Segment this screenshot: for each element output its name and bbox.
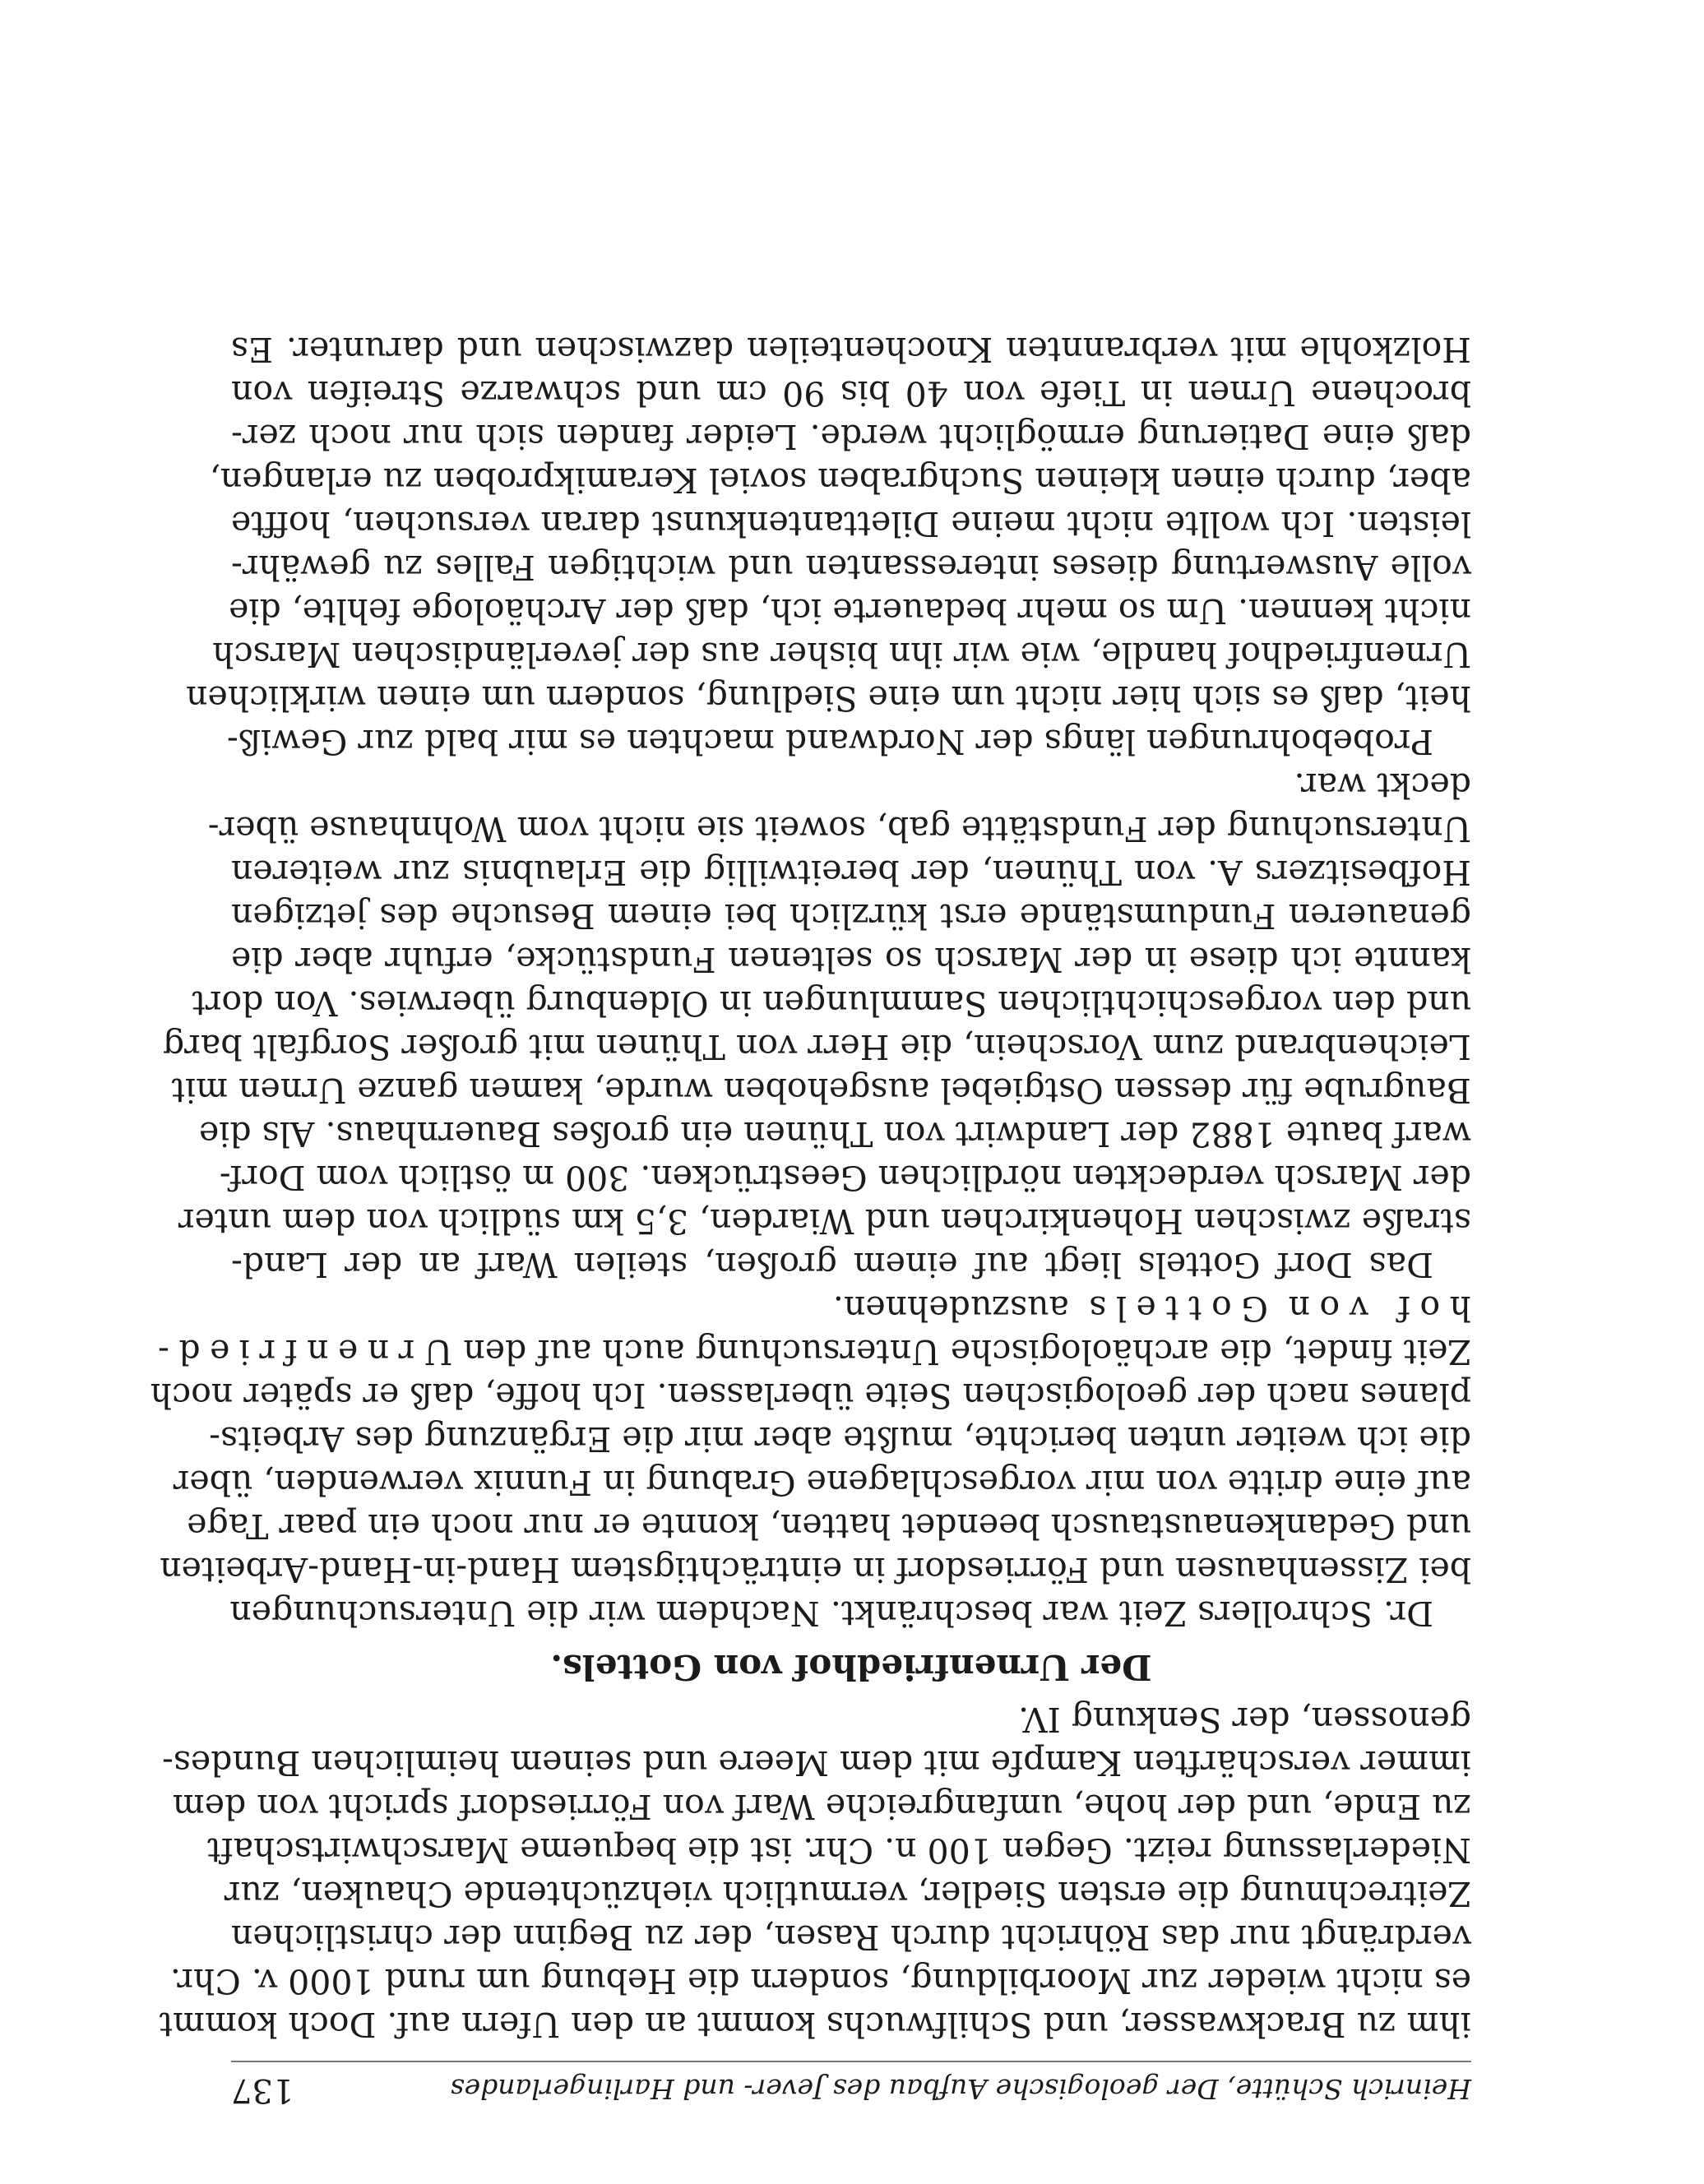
text-run: auszudehnen.: [832, 1289, 1069, 1328]
text-line: aber, durch einen kleinen Suchgraben soviel Keramikproben zu erlangen,: [209, 460, 1471, 500]
text-line: zu Ende, und der hohe, umfangreiche Warf von Förriesdorf spricht von dem: [172, 1787, 1471, 1826]
text-line: Das Dorf Gottels liegt auf einem großen, steilen Warf an der Land-: [231, 1245, 1433, 1284]
text-line: daß eine Datierung ermöglicht werde. Leider fanden sich nur noch zer-: [231, 417, 1471, 456]
text-line: auf eine dritte von mir vorgeschlagene Grabung in Funnix verwenden, über: [173, 1463, 1471, 1502]
text-line: [231, 1286, 1471, 1330]
text-line: Zeitrechnung die ersten Siedler, vermutlich viehzüchtende Chauken, zur: [224, 1874, 1471, 1913]
text-line: genossen, der Senkung IV.: [1018, 1700, 1471, 1739]
paragraph-4: [186, 327, 1471, 763]
running-head-title: Heinrich Schütte, Der geologische Aufbau des Jever- und Harlingerlandes: [450, 2073, 1471, 2105]
text-line: brochene Urnen in Tiefe von 40 bis 90 cm und schwarze Streifen von: [231, 373, 1471, 413]
text-line: kannte ich diese in der Marsch so seltenen Fundstücke, erfuhr aber die: [231, 940, 1471, 979]
running-head: [231, 2061, 1471, 2108]
text-line: leisten. Ich wollte nicht meine Dilettantenkunst daran versuchen, hoffte: [231, 504, 1471, 544]
text-line: planes nach der geologischen Seite überlassen. Ich hoffe, daß er später noch: [150, 1376, 1471, 1415]
paragraph-2: [148, 1286, 1471, 1635]
text-line: immer verschärften Kampfe mit dem Meere und seinem heimlichen Bundes-: [162, 1743, 1471, 1783]
page-number: 137: [231, 2071, 294, 2109]
spaced-term: Gottels: [1079, 1289, 1269, 1328]
paragraph-1: [159, 1697, 1471, 2046]
text-line: Baugrube für dessen Ostgiebel ausgehoben wurde, kamen ganze Urnen mit: [171, 1071, 1471, 1110]
text-line: straße zwischen Hohenkirchen und Wiarden, 3,5 km südlich von dem unter: [178, 1201, 1471, 1241]
text-line: ihm zu Brackwasser, und Schilfwuchs kommt an den Ufern auf. Doch kommt: [159, 2005, 1471, 2044]
text-line: volle Auswertung dieses interessanten und wichtigen Falles zu gewähr-: [231, 548, 1471, 587]
text-line: Probebohrungen längs der Nordwand machten es mir bald zur Gewiß-: [226, 722, 1433, 761]
text-line: Holzkohle mit verbrannten Knochenteilen dazwischen und darunter. Es: [231, 330, 1471, 369]
text-line: bei Zissenhausen und Förriesdorf in einträchtigstem Hand-in-Hand-Arbeiten: [160, 1550, 1471, 1589]
text-line: die ich weiter unten berichte, mußte aber mir die Ergänzung des Arbeits-: [209, 1419, 1471, 1459]
text-line: Leichenbrand zum Vorschein, die Herr von Thünen mit großer Sorgfalt barg: [162, 1027, 1471, 1067]
section-heading: Der Urnenfriedhof von Gottels.: [550, 1647, 1152, 1687]
text-line: verdrängt nur das Röhricht durch Rasen, der zu Beginn der christlichen: [231, 1918, 1471, 1957]
text-line: und Gedankenaustausch beendet hatten, konnte er nur noch ein paar Tage: [187, 1506, 1471, 1546]
spaced-term: hof von: [1279, 1289, 1471, 1328]
text-line: warf baute 1882 der Landwirt von Thünen ein großes Bauernhaus. Als die: [198, 1114, 1471, 1154]
text-line: Urnenfriedhof handle, wie wir ihn bisher aus der jeverländischen Marsch: [212, 635, 1471, 674]
text-line: genaueren Fundumstände erst kürzlich bei einem Besuche des jetzigen: [231, 896, 1471, 936]
text-line: Niederlassung reizt. Gegen 100 n. Chr. ist die bequeme Marschwirtschaft: [207, 1830, 1471, 1870]
text-line: [148, 1330, 1471, 1373]
text-line: heit, daß es sich hier nicht um eine Siedlung, sondern um einen wirklichen: [186, 678, 1471, 718]
text-line: und den vorgeschichtlichen Sammlungen in Oldenburg überwies. Von dort: [192, 983, 1471, 1023]
text-line: Untersuchung der Fundstätte gab, soweit sie nicht vom Wohnhause über-: [207, 809, 1471, 849]
text-line: Dr. Schrollers Zeit war beschränkt. Nachdem wir die Untersuchungen: [229, 1594, 1433, 1633]
text-line: der Marsch verdeckten nördlichen Geestrücken. 300 m östlich vom Dorf-: [219, 1158, 1471, 1197]
text-line: deckt war.: [1294, 766, 1471, 805]
paragraph-3: [162, 763, 1471, 1286]
text-run: Zeit findet, die archäologische Untersuchung auch auf den: [463, 1332, 1471, 1372]
spaced-term: Urnenfried-: [148, 1332, 453, 1372]
text-line: Hofbesitzers A. von Thünen, der bereitwillig die Erlaubnis zur weiteren: [231, 853, 1471, 892]
text-line: nicht kennen. Um so mehr bedauerte ich, daß der Archäologe fehlte, die: [229, 591, 1471, 631]
text-line: es nicht wieder zur Moorbildung, sondern die Hebung um rund 1000 v. Chr.: [169, 1961, 1471, 2001]
text-block: [148, 327, 1471, 2109]
